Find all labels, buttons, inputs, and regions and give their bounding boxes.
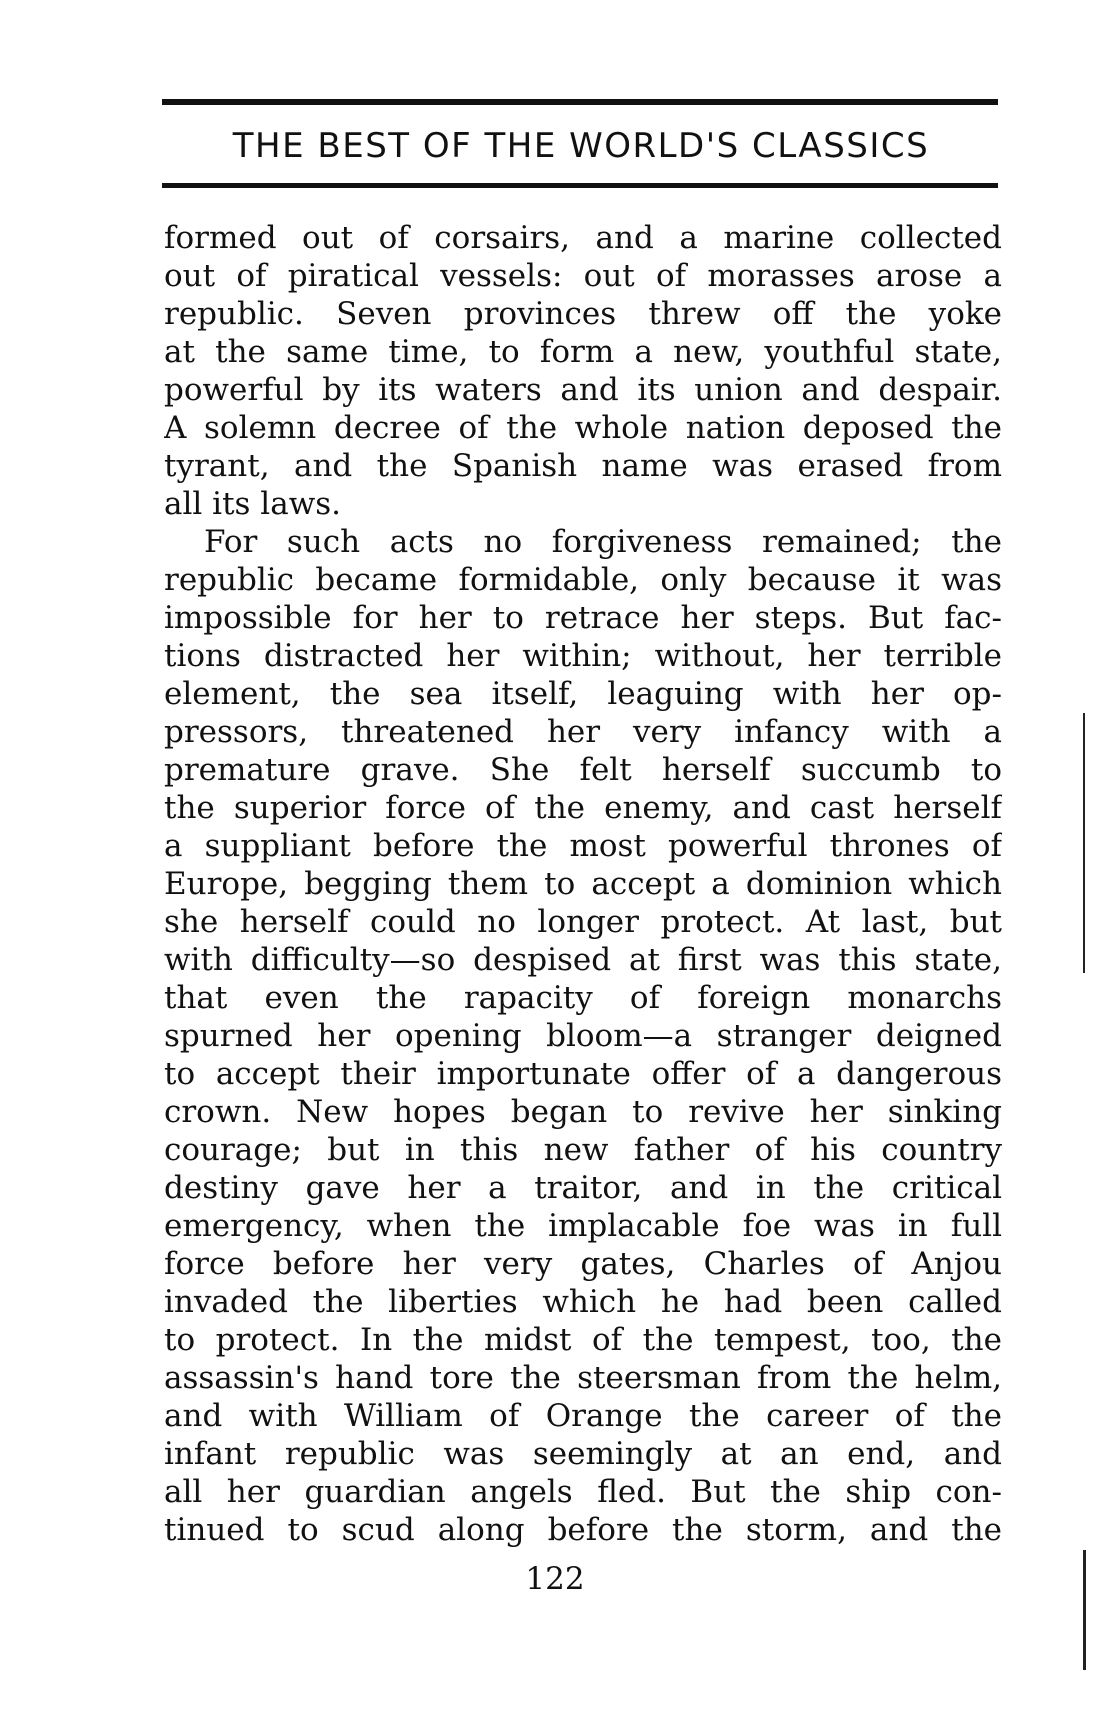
- text-line: Europe, begging them to accept a dominion which: [164, 866, 1002, 902]
- text-line: tions distracted her within; without, her terrible: [164, 638, 1002, 674]
- text-line: the superior force of the enemy, and cast herself: [164, 790, 1002, 826]
- text-line: infant republic was seemingly at an end, and: [164, 1436, 1002, 1472]
- text-line: pressors, threatened her very infancy with a: [164, 714, 1002, 750]
- text-line: she herself could no longer protect. At last, but: [164, 904, 1002, 940]
- text-line: and with William of Orange the career of the: [164, 1398, 1002, 1434]
- text-line: republic. Seven provinces threw off the yoke: [164, 296, 1002, 332]
- text-line: tyrant, and the Spanish name was erased from: [164, 448, 1002, 484]
- running-head: THE BEST OF THE WORLD'S CLASSICS: [232, 126, 930, 166]
- text-line: republic became formidable, only because it was: [164, 562, 1002, 598]
- text-line: powerful by its waters and its union and despair.: [164, 372, 1002, 408]
- text-line: element, the sea itself, leaguing with her op-: [164, 676, 1002, 712]
- text-line: A solemn decree of the whole nation deposed the: [164, 410, 1002, 446]
- text-line: all her guardian angels fled. But the ship con-: [164, 1474, 1002, 1510]
- text-line: premature grave. She felt herself succumb to: [164, 752, 1002, 788]
- paragraph-start-line: For such acts no forgiveness remained; the: [204, 524, 1002, 560]
- text-line: that even the rapacity of foreign monarchs: [164, 980, 1002, 1016]
- text-line: assassin's hand tore the steersman from the helm,: [164, 1360, 1002, 1396]
- body-text: [164, 219, 1002, 1549]
- text-line: emergency, when the implacable foe was in full: [164, 1208, 1002, 1244]
- header-rule-top: [162, 99, 998, 105]
- page-number: 122: [525, 1561, 585, 1597]
- text-line: spurned her opening bloom—a stranger deigned: [164, 1018, 1002, 1054]
- text-line: formed out of corsairs, and a marine collected: [164, 220, 1002, 256]
- text-line: to protect. In the midst of the tempest, too, the: [164, 1322, 1002, 1358]
- text-line: at the same time, to form a new, youthful state,: [164, 334, 1002, 370]
- text-line: impossible for her to retrace her steps. But fac-: [164, 600, 1002, 636]
- margin-mark: [1083, 1550, 1086, 1670]
- text-line: to accept their importunate offer of a dangerous: [164, 1056, 1002, 1092]
- text-line: invaded the liberties which he had been called: [164, 1284, 1002, 1320]
- paragraph-end-line: all its laws.: [164, 486, 341, 522]
- text-line: out of piratical vessels: out of morasses arose a: [164, 258, 1002, 294]
- text-line: crown. New hopes began to revive her sinking: [164, 1094, 1002, 1130]
- margin-mark: [1083, 713, 1085, 973]
- text-line: tinued to scud along before the storm, and the: [164, 1512, 1002, 1548]
- text-line: force before her very gates, Charles of Anjou: [164, 1246, 1002, 1282]
- text-line: a suppliant before the most powerful thrones of: [164, 828, 1002, 864]
- text-line: destiny gave her a traitor, and in the critical: [164, 1170, 1002, 1206]
- header-rule-bottom: [162, 183, 998, 188]
- text-line: with difficulty—so despised at first was this state,: [164, 942, 1002, 978]
- text-line: courage; but in this new father of his country: [164, 1132, 1002, 1168]
